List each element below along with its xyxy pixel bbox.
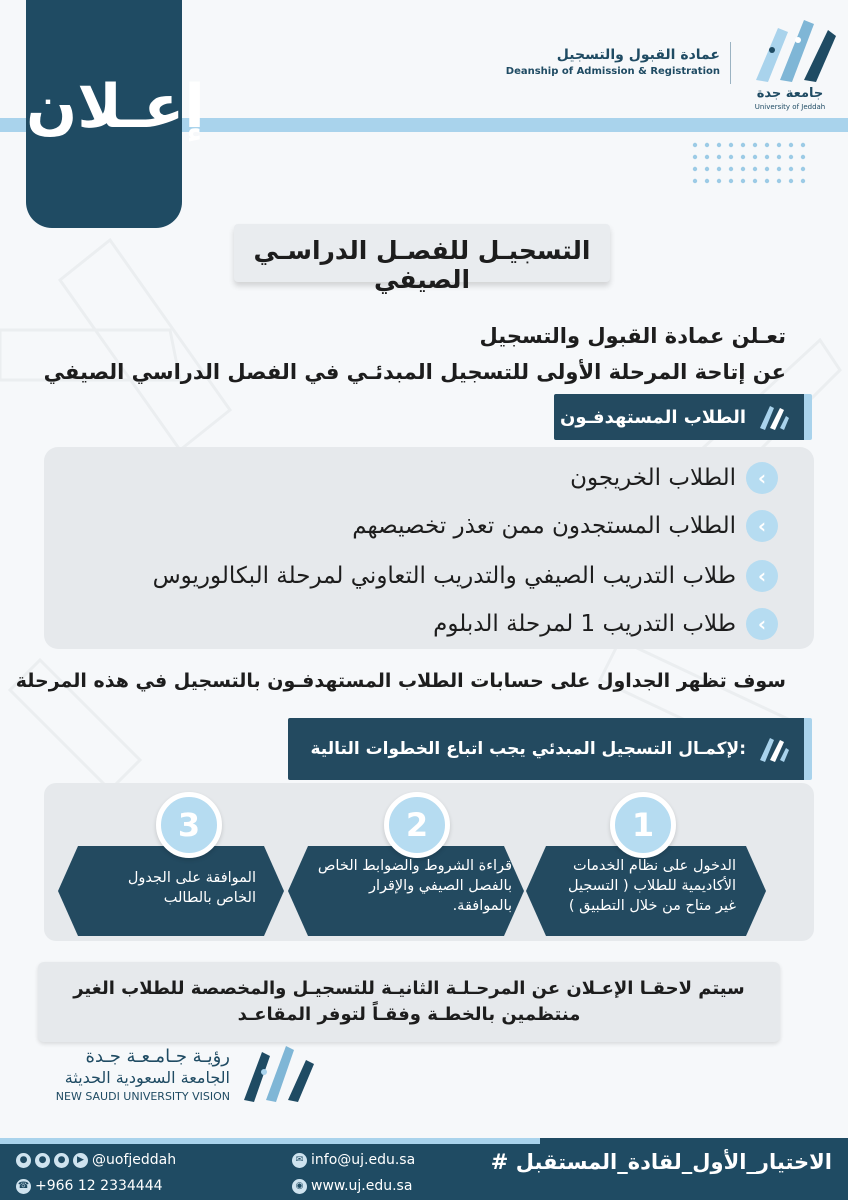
intro-line-2: عن إتاحة المرحلة الأولى للتسجيل المبدئـي في الفصل الدراسي الصيفي	[43, 360, 786, 384]
watermark-decoration	[0, 220, 848, 1080]
vision-logo-icon	[236, 1040, 326, 1106]
chevron-left-icon: ‹	[746, 560, 778, 592]
youtube-icon: ▶	[73, 1153, 88, 1168]
bottom-note-line-1: سيتم لاحقـا الإعـلان عن المرحـلـة الثانيـة للتسجيـل والمخصصة للطلاب الغير	[73, 978, 745, 999]
deanship-name-ar: عمادة القبول والتسجيل	[556, 47, 720, 63]
step-1-text: الدخول على نظام الخدمات الأكاديمية للطلاب ( التسجيل غير متاح من خلال التطبيق )	[567, 858, 736, 914]
step-3-text: الموافقة على الجدول الخاص بالطالب	[127, 870, 256, 906]
bottom-note-panel	[38, 962, 780, 1042]
steps-heading-label: لإكمـال التسجيل المبدئي يجب اتباع الخطوات التالية:	[310, 739, 746, 759]
step-2-number: 2	[384, 792, 450, 858]
list-item-label: طلاب التدريب الصيفي والتدريب التعاوني لمرحلة البكالوريوس	[152, 563, 736, 589]
chevron-left-icon: ‹	[746, 510, 778, 542]
step-1-number: 1	[610, 792, 676, 858]
phone-icon: ☎	[16, 1179, 31, 1194]
chevron-left-icon: ‹	[746, 608, 778, 640]
step-3-number: 3	[156, 792, 222, 858]
dot-grid-decoration	[690, 140, 810, 186]
university-logo	[742, 10, 838, 118]
targets-heading-label: الطلاب المستهدفـون	[559, 406, 746, 428]
footer-stripe	[0, 1138, 540, 1144]
social-handle[interactable]	[16, 1152, 176, 1168]
list-item-label: الطلاب المستجدون ممن تعذر تخصيصهم	[352, 513, 736, 539]
social-handle-label: @uofjeddah	[92, 1152, 177, 1168]
vision-subtitle-en: NEW SAUDI UNIVERSITY VISION	[55, 1090, 230, 1103]
list-item-label: طلاب التدريب 1 لمرحلة الدبلوم	[433, 611, 736, 637]
brand-mark-icon	[756, 734, 790, 764]
list-item	[352, 510, 778, 542]
email-label: info@uj.edu.sa	[311, 1152, 416, 1168]
page-title: التسجيـل للفصـل الدراسـي الصيفي	[253, 236, 591, 294]
email-contact[interactable]	[292, 1152, 415, 1168]
steps-heading	[288, 718, 812, 780]
deanship-name-en: Deanship of Admission & Registration	[505, 66, 720, 77]
list-item	[433, 608, 778, 640]
schedule-note: سوف تظهر الجداول على حسابات الطلاب المستهدفـون بالتسجيل في هذه المرحلة	[15, 670, 786, 692]
vision-title-ar: رؤيـة جـامـعـة جـدة	[85, 1046, 230, 1067]
twitter-icon: ●	[35, 1153, 50, 1168]
step-2-text: قراءة الشروط والضوابط الخاص بالفصل الصيفي والإقرار بالموافقة.	[317, 858, 512, 914]
phone-contact[interactable]	[16, 1178, 163, 1194]
announcement-badge-label: إعـلان	[26, 72, 205, 142]
university-name-en: University of Jeddah	[754, 103, 826, 111]
university-name-ar: جامعة جدة	[756, 86, 824, 101]
vision-subtitle-ar: الجامعة السعودية الحديثة	[64, 1068, 230, 1087]
list-item	[153, 560, 778, 592]
globe-icon: ◉	[292, 1179, 307, 1194]
website-label: www.uj.edu.sa	[311, 1178, 413, 1194]
brand-mark-icon	[756, 402, 790, 432]
instagram-icon: ●	[54, 1153, 69, 1168]
snapchat-icon: ●	[16, 1153, 31, 1168]
hashtag: # الاختيار_الأول_لقادة_المستقبل	[490, 1150, 832, 1174]
bottom-note-line-2: منتظمين بالخطـة وفقـاً لتوفر المقاعـد	[237, 1004, 581, 1025]
chevron-left-icon: ‹	[746, 462, 778, 494]
website-link[interactable]	[292, 1178, 412, 1194]
list-item-label: الطلاب الخريجون	[570, 465, 736, 491]
list-item	[570, 462, 778, 494]
targets-heading	[554, 394, 812, 440]
header-divider	[730, 42, 731, 84]
mail-icon: ✉	[292, 1153, 307, 1168]
intro-line-1: تعـلن عمادة القبول والتسجيل	[479, 324, 786, 348]
phone-label: +966 12 2334444	[35, 1178, 163, 1194]
